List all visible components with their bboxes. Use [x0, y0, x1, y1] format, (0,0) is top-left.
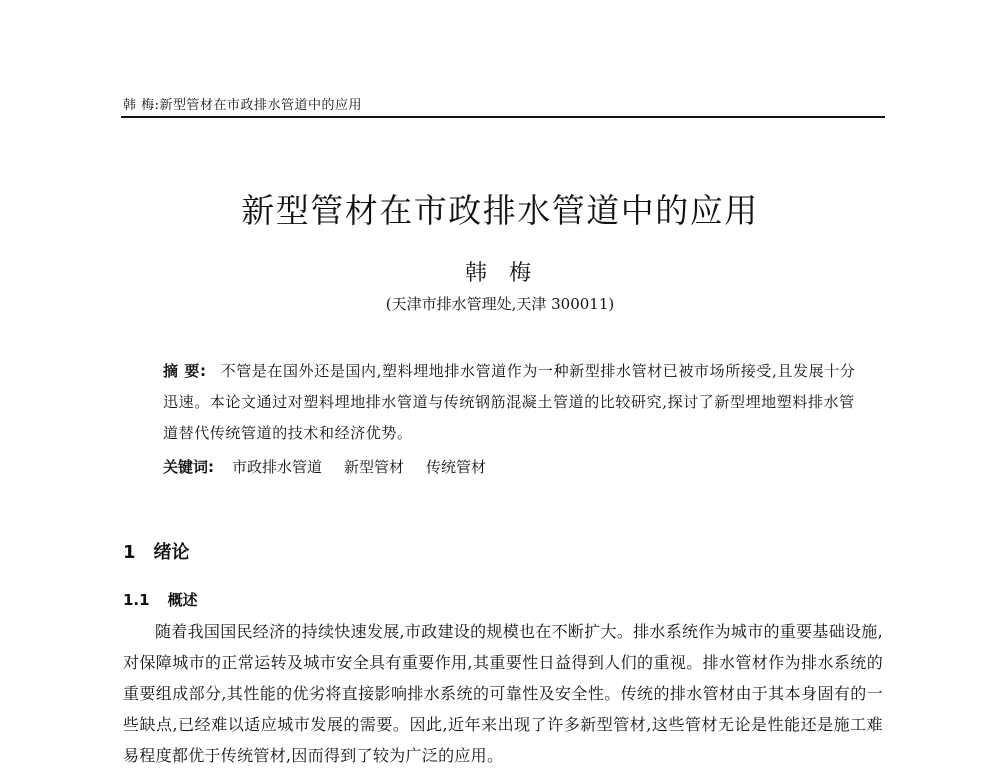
running-head: 韩 梅:新型管材在市政排水管道中的应用 — [123, 98, 363, 113]
section-number: 1 — [123, 542, 136, 563]
abstract-label: 摘 要: — [163, 362, 207, 380]
body-paragraph: 随着我国国民经济的持续快速发展,市政建设的规模也在不断扩大。排水系统作为城市的重要基础设施,对保障城市的正常运转及城市安全具有重要作用,其重要性日益得到人们的重视。排水管材作为排水系统的重要组成部分,其性能的优劣将直接影响排水系统的可靠性及安全性。传统的排水管材由于其本身固有的一些缺点,已经难以适应城市发展的需要。因此,近年来出现了许多新型管材,这些管材无论是性能还是施工难易程度都优于传统管材,因而得到了较为广泛的应用。 — [123, 622, 883, 765]
keyword-item: 传统管材 — [426, 458, 487, 476]
keyword-item: 新型管材 — [344, 458, 405, 476]
keywords-label: 关键词: — [163, 458, 214, 476]
author-name: 韩梅 — [464, 261, 553, 286]
subsection-number: 1.1 — [123, 591, 150, 609]
keywords — [163, 456, 508, 477]
abstract-text: 不管是在国外还是国内,塑料埋地排水管道作为一种新型排水管材已被市场所接受,且发展十分迅速。本论文通过对塑料埋地排水管道与传统钢筋混凝土管道的比较研究,探讨了新型埋地塑料排水管道替代传统管道的技术和经济优势。 — [163, 362, 856, 442]
keyword-item: 市政排水管道 — [232, 458, 323, 476]
subsection-heading — [123, 589, 198, 610]
abstract — [163, 356, 863, 449]
header-rule — [121, 116, 885, 118]
section-title: 绪论 — [153, 542, 190, 563]
paper-title: 新型管材在市政排水管道中的应用 — [241, 191, 759, 230]
author-affiliation: (天津市排水管理处,天津 300011) — [385, 295, 615, 313]
section-heading — [123, 538, 190, 564]
subsection-title: 概述 — [167, 591, 198, 609]
